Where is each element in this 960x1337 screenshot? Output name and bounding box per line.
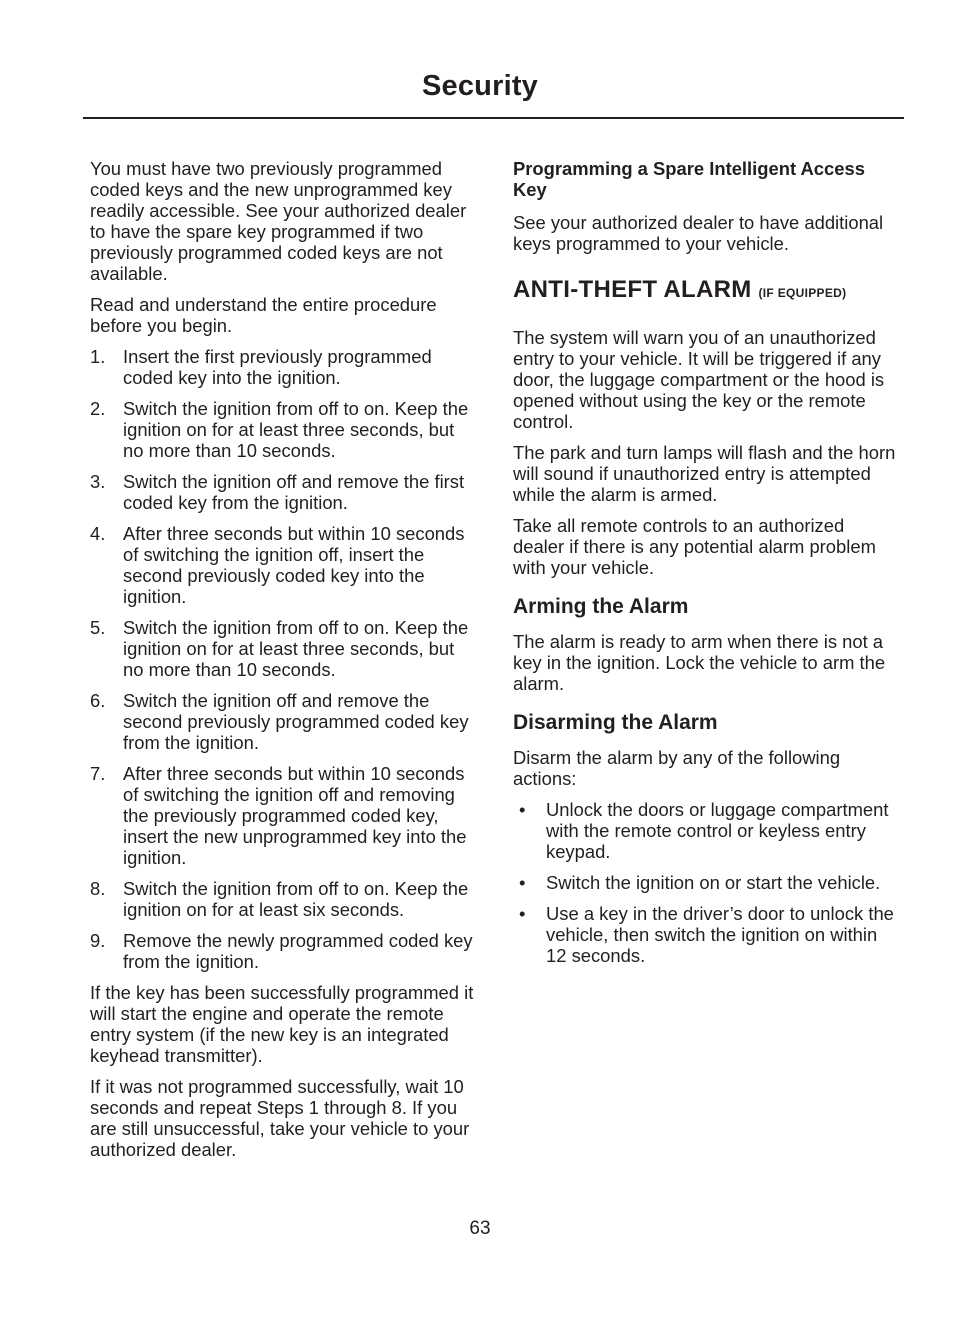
programming-steps-list — [90, 346, 476, 972]
list-item — [90, 398, 476, 461]
list-item — [513, 799, 899, 862]
disarming-paragraph: Disarm the alarm by any of the following actions: — [513, 747, 841, 789]
step-number: 3. — [90, 471, 106, 492]
list-item — [513, 903, 899, 966]
arming-heading: Arming the Alarm — [513, 595, 689, 618]
right-column — [513, 158, 899, 976]
bullet-icon: • — [519, 872, 526, 893]
list-item — [90, 690, 476, 753]
step-text: After three seconds but within 10 seconds of switching the ignition off and removing the previously programmed coded key, insert the new unprogrammed key into the ignition. — [123, 763, 467, 868]
list-item — [90, 471, 476, 513]
page-number: 63 — [469, 1218, 491, 1239]
anti-theft-alarm-heading — [513, 276, 899, 307]
step-number: 8. — [90, 878, 106, 899]
left-column — [90, 158, 476, 1170]
step-number: 1. — [90, 346, 106, 367]
list-item — [90, 346, 476, 388]
spare-key-heading: Programming a Spare Intelligent Access Key — [513, 158, 865, 200]
step-number: 2. — [90, 398, 106, 419]
bullet-text: Unlock the doors or luggage compartment with the remote control or keyless entry keypad. — [546, 799, 889, 862]
bullet-icon: • — [519, 903, 526, 924]
step-text: Switch the ignition off and remove the second previously programmed coded key from the ignition. — [123, 690, 469, 753]
bullet-text: Switch the ignition on or start the vehicle. — [546, 872, 881, 893]
list-item — [90, 878, 476, 920]
step-text: Remove the newly programmed coded key from the ignition. — [123, 930, 473, 972]
disarm-actions-list — [513, 799, 899, 966]
header-divider — [83, 117, 904, 119]
read-first-paragraph: Read and understand the entire procedure before you begin. — [90, 294, 437, 336]
list-item — [90, 617, 476, 680]
list-item — [90, 763, 476, 868]
list-item — [513, 872, 899, 893]
arming-paragraph: The alarm is ready to arm when there is not a key in the ignition. Lock the vehicle to arm the alarm. — [513, 631, 886, 694]
step-number: 5. — [90, 617, 106, 638]
step-text: Switch the ignition off and remove the first coded key from the ignition. — [123, 471, 465, 513]
list-item — [90, 930, 476, 972]
success-paragraph: If the key has been successfully programmed it will start the engine and operate the remote entry system (if the new key is an integrated keyhead transmitter). — [90, 982, 474, 1066]
disarming-heading: Disarming the Alarm — [513, 711, 718, 734]
bullet-icon: • — [519, 799, 526, 820]
intro-paragraph: You must have two previously programmed coded keys and the new unprogrammed key readily accessible. See your authorized dealer to have the spare key programmed if two previously programmed coded keys are not available. — [90, 158, 467, 284]
section-title: ANTI-THEFT ALARM — [513, 276, 752, 303]
step-number: 6. — [90, 690, 106, 711]
failure-paragraph: If it was not programmed successfully, wait 10 seconds and repeat Steps 1 through 8. If you are still unsuccessful, take your vehicle to your authorized dealer. — [90, 1076, 470, 1160]
step-text: After three seconds but within 10 seconds of switching the ignition off, insert the second previously coded key into the ignition. — [123, 523, 465, 607]
step-text: Switch the ignition from off to on. Keep the ignition on for at least six seconds. — [123, 878, 469, 920]
step-number: 9. — [90, 930, 106, 951]
alarm-paragraph: Take all remote controls to an authorized dealer if there is any potential alarm problem with your vehicle. — [513, 515, 876, 578]
bullet-text: Use a key in the driver’s door to unlock the vehicle, then switch the ignition on within 12 seconds. — [546, 903, 894, 966]
step-number: 7. — [90, 763, 106, 784]
list-item — [90, 523, 476, 607]
section-qualifier: (IF EQUIPPED) — [758, 286, 847, 300]
step-text: Switch the ignition from off to on. Keep the ignition on for at least three seconds, but no more than 10 seconds. — [123, 398, 469, 461]
step-text: Insert the first previously programmed coded key into the ignition. — [123, 346, 432, 388]
step-text: Switch the ignition from off to on. Keep the ignition on for at least three seconds, but no more than 10 seconds. — [123, 617, 469, 680]
step-number: 4. — [90, 523, 106, 544]
page-title: Security — [421, 70, 539, 102]
spare-key-paragraph: See your authorized dealer to have additional keys programmed to your vehicle. — [513, 212, 884, 254]
alarm-paragraph: The park and turn lamps will flash and the horn will sound if unauthorized entry is attempted while the alarm is armed. — [513, 442, 896, 505]
alarm-paragraph: The system will warn you of an unauthorized entry to your vehicle. It will be triggered if any door, the luggage compartment or the hood is opened without using the key or the remote control. — [513, 327, 885, 432]
